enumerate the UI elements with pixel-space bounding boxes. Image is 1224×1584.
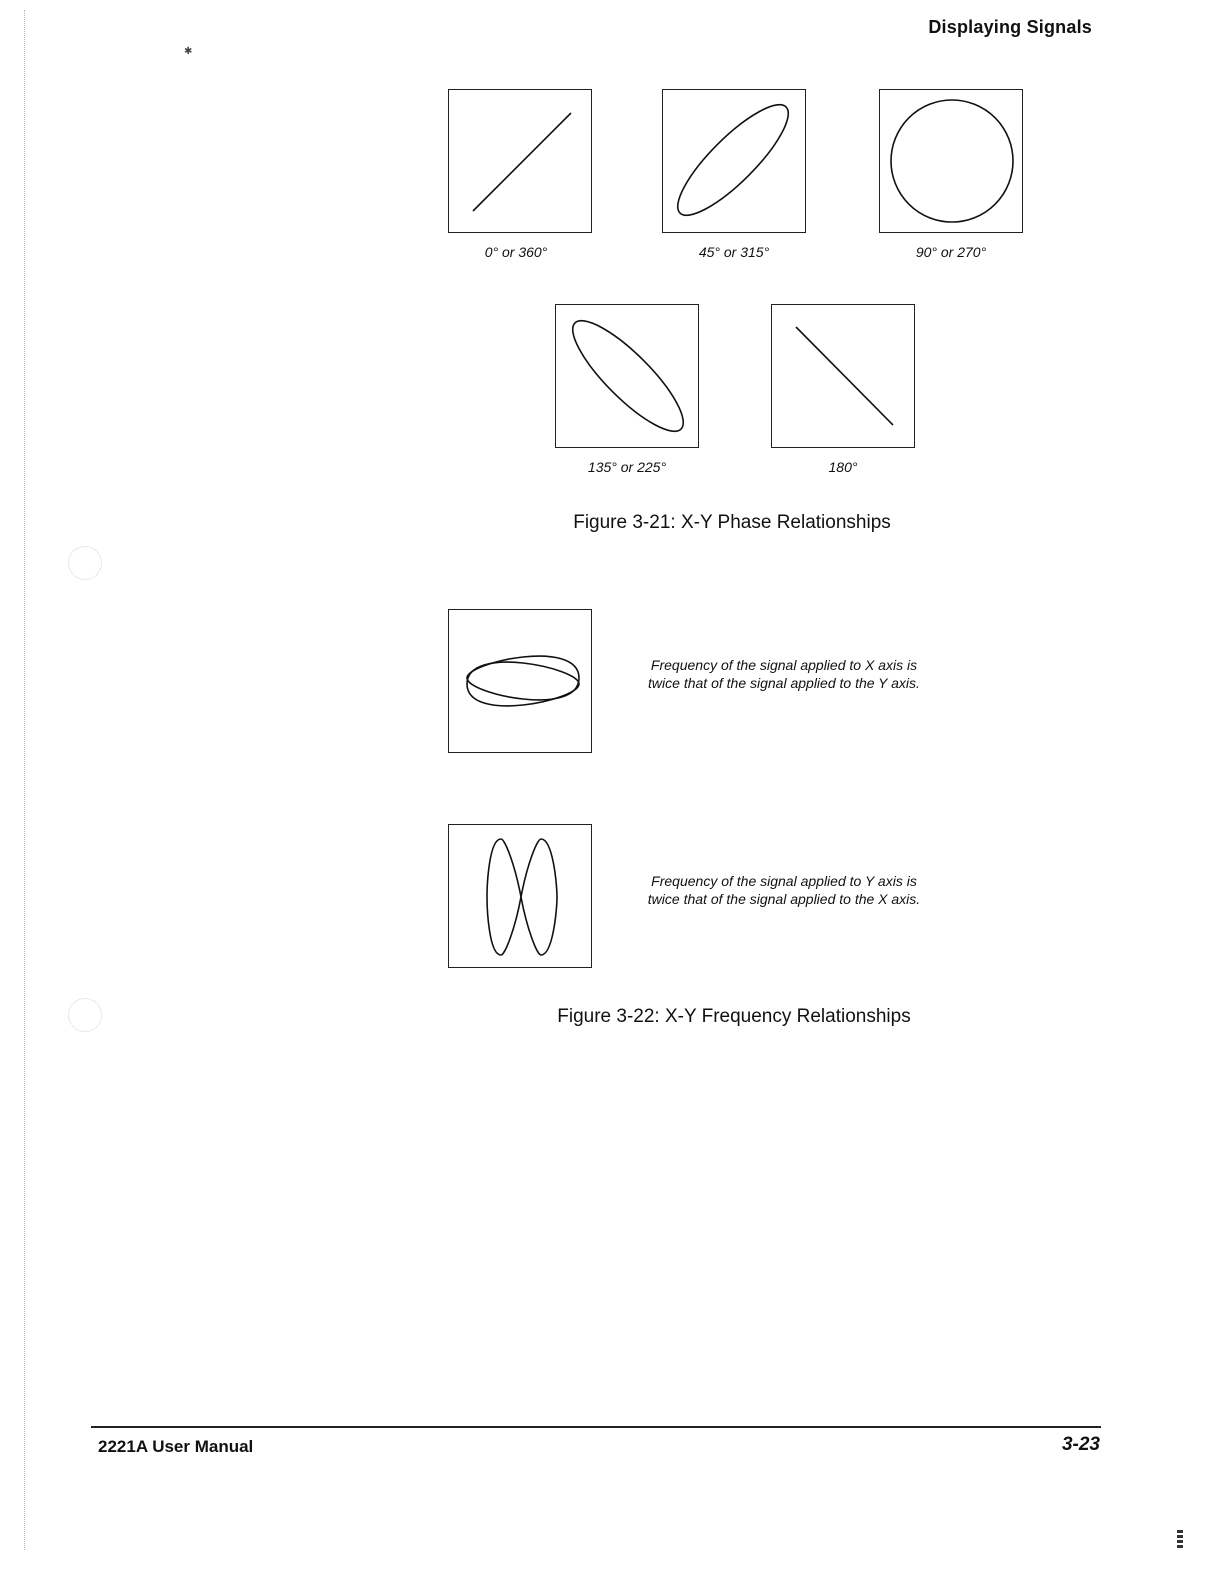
x-double-frequency-text bbox=[604, 656, 964, 692]
phase-caption: 0° or 360° bbox=[484, 244, 548, 260]
phase-caption: 45° or 315° bbox=[698, 244, 770, 260]
binding-margin-line bbox=[24, 10, 25, 1550]
phase-180-panel bbox=[771, 304, 915, 448]
punch-hole-mark bbox=[68, 998, 102, 1032]
running-head: Displaying Signals bbox=[928, 17, 1092, 37]
diagonal-line-graphic bbox=[449, 90, 590, 231]
manual-title: 2221A User Manual bbox=[98, 1437, 254, 1456]
tilted-ellipse-graphic bbox=[663, 90, 804, 231]
y-double-frequency-panel bbox=[448, 824, 592, 968]
punch-hole-mark bbox=[68, 546, 102, 580]
diagonal-line-graphic bbox=[772, 305, 913, 446]
y-double-frequency-text bbox=[604, 872, 964, 908]
description-line: twice that of the signal applied to the X axis. bbox=[647, 891, 921, 907]
phase-45-315-panel bbox=[662, 89, 806, 233]
phase-90-270-panel bbox=[879, 89, 1023, 233]
phase-caption: 90° or 270° bbox=[915, 244, 987, 260]
phase-135-225-panel bbox=[555, 304, 699, 448]
circle-graphic bbox=[880, 90, 1021, 231]
figure-3-21-title: Figure 3-21: X-Y Phase Relationships bbox=[573, 512, 891, 533]
description-line: Frequency of the signal applied to Y axis is bbox=[651, 873, 917, 889]
phase-caption: 180° bbox=[828, 459, 858, 475]
x-double-frequency-panel bbox=[448, 609, 592, 753]
description-line: Frequency of the signal applied to X axis is bbox=[650, 657, 918, 673]
description-line: twice that of the signal applied to the Y axis. bbox=[648, 675, 920, 691]
edge-registration-mark bbox=[1177, 1530, 1183, 1550]
phase-caption: 135° or 225° bbox=[587, 459, 667, 475]
horizontal-lissajous-graphic bbox=[449, 610, 590, 751]
page-number: 3-23 bbox=[1061, 1434, 1100, 1455]
footer-rule bbox=[91, 1426, 1101, 1428]
scan-speck: ✱ bbox=[184, 46, 193, 57]
vertical-lissajous-graphic bbox=[449, 825, 590, 966]
figure-3-22-title: Figure 3-22: X-Y Frequency Relationships bbox=[557, 1006, 911, 1027]
tilted-ellipse-graphic bbox=[556, 305, 697, 446]
phase-0-360-panel bbox=[448, 89, 592, 233]
